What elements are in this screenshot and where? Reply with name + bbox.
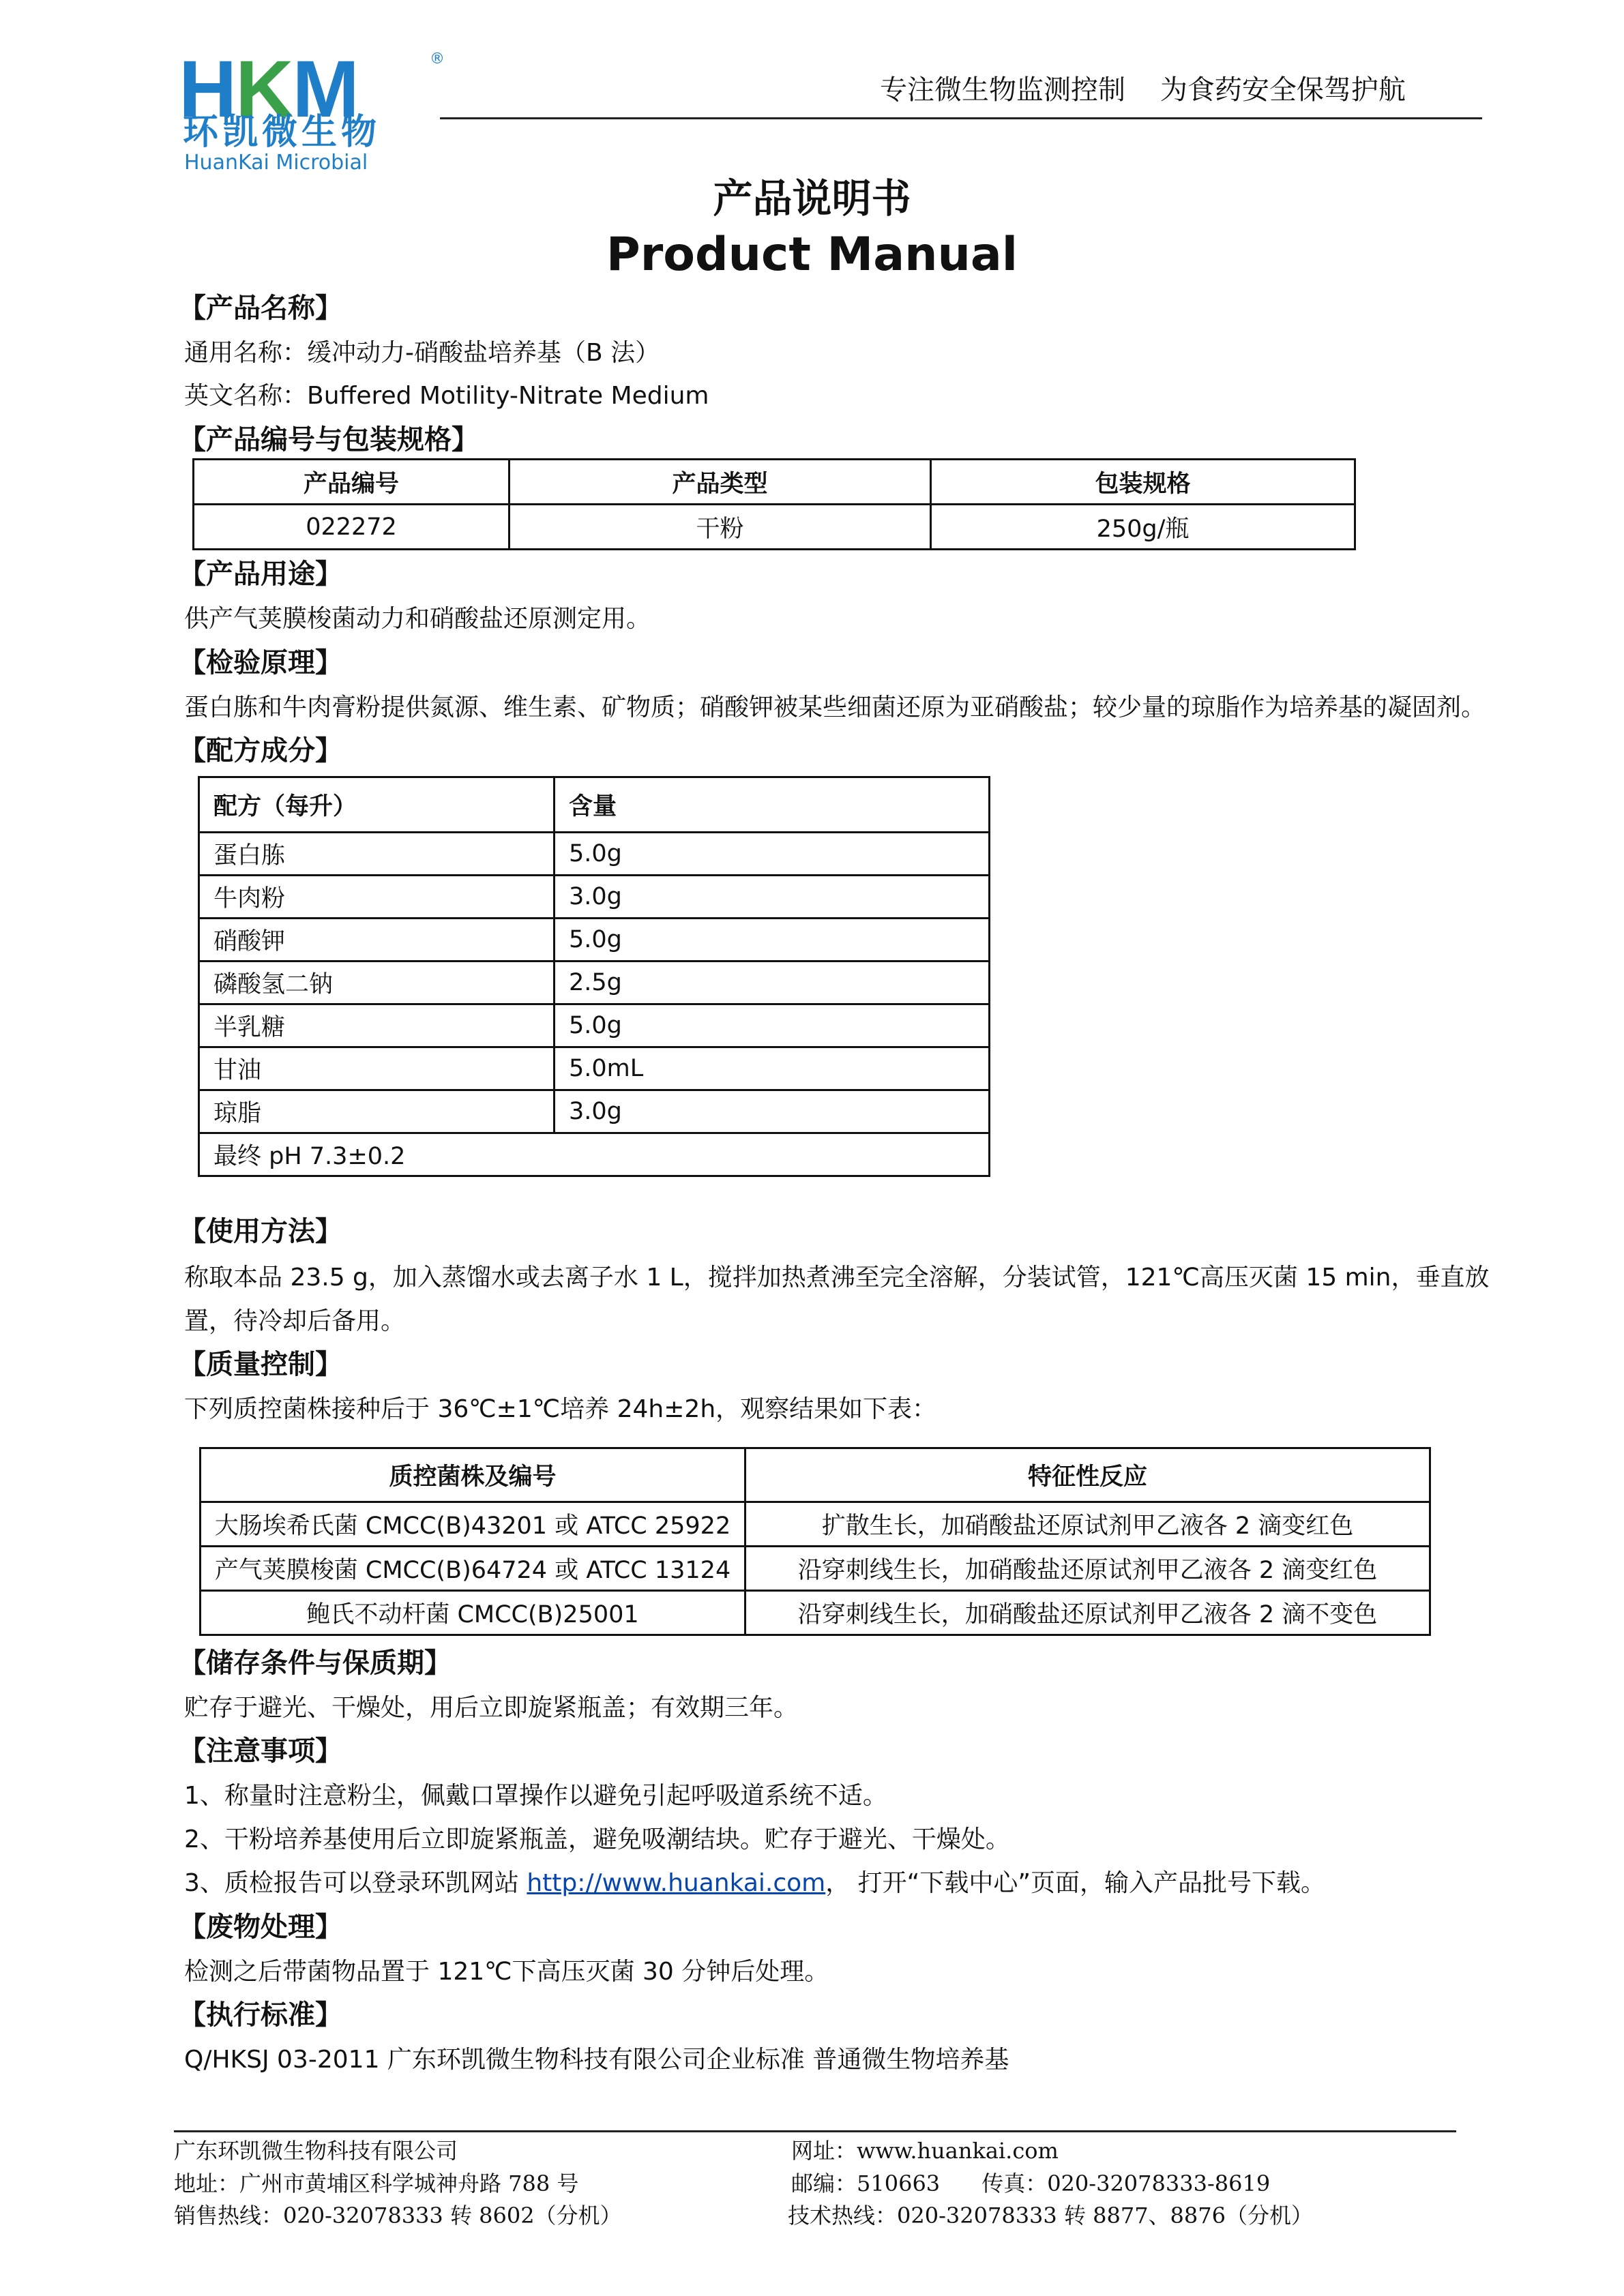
header-slogan: 专注微生物监测控制 为食药安全保驾护航 — [880, 74, 1406, 106]
qc-intro: 下列质控菌株接种后于 36℃±1℃培养 24h±2h，观察结果如下表： — [184, 1395, 937, 1423]
note-item-3-suffix: ， 打开“下载中心”页面，输入产品批号下载。 — [825, 1869, 1325, 1897]
table-row — [201, 1547, 1430, 1591]
generic-name: 通用名称：缓冲动力-硝酸盐培养基（B 法） — [184, 339, 660, 367]
footer-postal-fax: 邮编：510663 传真：020-32078333-8619 — [791, 2171, 1271, 2196]
amount: 3.0g — [555, 1090, 990, 1133]
logo-chinese-name: 环凯微生物 — [183, 112, 381, 153]
table-row — [201, 1591, 1430, 1635]
section-heading-product-name: 【产品名称】 — [179, 293, 342, 324]
column-header: 含量 — [555, 777, 990, 833]
waste-text: 检测之后带菌物品置于 121℃下高压灭菌 30 分钟后处理。 — [184, 1958, 829, 1986]
qc-reaction: 沿穿刺线生长，加硝酸盐还原试剂甲乙液各 2 滴变红色 — [745, 1547, 1430, 1591]
section-heading-formula: 【配方成分】 — [179, 735, 342, 766]
amount: 5.0g — [555, 833, 990, 876]
formula-table — [198, 776, 990, 1177]
table-row — [194, 505, 1355, 550]
section-heading-principle: 【检验原理】 — [179, 647, 342, 679]
section-heading-method: 【使用方法】 — [179, 1216, 342, 1247]
footer-divider — [174, 2130, 1456, 2132]
table-row — [201, 1502, 1430, 1547]
header-divider — [440, 117, 1482, 119]
amount: 3.0g — [555, 876, 990, 919]
table-row — [199, 961, 990, 1004]
qc-table — [199, 1447, 1431, 1636]
section-heading-use: 【产品用途】 — [179, 558, 342, 590]
section-heading-waste: 【废物处理】 — [179, 1911, 342, 1943]
title-english: Product Manual — [606, 228, 1018, 282]
ingredient: 硝酸钾 — [199, 919, 555, 961]
table-row — [199, 1004, 990, 1047]
footer-tech-hotline: 技术热线：020-32078333 转 8877、8876（分机） — [788, 2203, 1313, 2228]
final-ph: 最终 pH 7.3±0.2 — [199, 1133, 990, 1176]
qc-reaction: 沿穿刺线生长，加硝酸盐还原试剂甲乙液各 2 滴不变色 — [745, 1591, 1430, 1635]
note-item-2: 2、干粉培养基使用后立即旋紧瓶盖，避免吸潮结块。贮存于避光、干燥处。 — [184, 1825, 1010, 1853]
website-link[interactable]: http://www.huankai.com — [527, 1869, 826, 1897]
column-header: 包装规格 — [931, 460, 1355, 505]
method-text-line1: 称取本品 23.5 g，加入蒸馏水或去离子水 1 L，搅拌加热煮沸至完全溶解，分装试管，121℃高压灭菌 15 min，垂直放 — [184, 1264, 1490, 1292]
ingredient: 甘油 — [199, 1047, 555, 1090]
qc-strain: 大肠埃希氏菌 CMCC(B)43201 或 ATCC 25922 — [201, 1502, 745, 1547]
footer-address: 地址：广州市黄埔区科学城神舟路 788 号 — [174, 2171, 579, 2196]
registered-mark: ® — [430, 50, 445, 68]
amount: 5.0g — [555, 1004, 990, 1047]
section-heading-packaging: 【产品编号与包装规格】 — [179, 424, 479, 456]
amount: 2.5g — [555, 961, 990, 1004]
amount: 5.0g — [555, 919, 990, 961]
footer-sales-hotline: 销售热线：020-32078333 转 8602（分机） — [174, 2203, 622, 2228]
ingredient: 半乳糖 — [199, 1004, 555, 1047]
ingredient: 磷酸氢二钠 — [199, 961, 555, 1004]
amount: 5.0mL — [555, 1047, 990, 1090]
table-header-row — [201, 1448, 1430, 1502]
section-heading-qc: 【质量控制】 — [179, 1349, 342, 1380]
table-row — [199, 1090, 990, 1133]
column-header: 质控菌株及编号 — [201, 1448, 745, 1502]
section-heading-storage: 【储存条件与保质期】 — [179, 1648, 452, 1679]
principle-text: 蛋白胨和牛肉膏粉提供氮源、维生素、矿物质；硝酸钾被某些细菌还原为亚硝酸盐；较少量的琼脂作为培养基的凝固剂。 — [184, 694, 1486, 721]
table-row — [199, 1047, 990, 1090]
footer-company: 广东环凯微生物科技有限公司 — [174, 2138, 458, 2164]
product-type: 干粉 — [510, 505, 931, 550]
table-header-row — [199, 777, 990, 833]
note-item-1: 1、称量时注意粉尘，佩戴口罩操作以避免引起呼吸道系统不适。 — [184, 1782, 887, 1810]
ingredient: 牛肉粉 — [199, 876, 555, 919]
packaging-table — [192, 458, 1356, 550]
use-text: 供产气荚膜梭菌动力和硝酸盐还原测定用。 — [184, 605, 651, 633]
footer-website: 网址：www.huankai.com — [791, 2138, 1059, 2164]
section-heading-standard: 【执行标准】 — [179, 1999, 342, 2031]
ingredient: 琼脂 — [199, 1090, 555, 1133]
column-header: 特征性反应 — [745, 1448, 1430, 1502]
table-header-row — [194, 460, 1355, 505]
ingredient: 蛋白胨 — [199, 833, 555, 876]
qc-strain: 产气荚膜梭菌 CMCC(B)64724 或 ATCC 13124 — [201, 1547, 745, 1591]
qc-reaction: 扩散生长，加硝酸盐还原试剂甲乙液各 2 滴变红色 — [745, 1502, 1430, 1547]
company-logo — [179, 44, 452, 175]
column-header: 配方（每升） — [199, 777, 555, 833]
storage-text: 贮存于避光、干燥处，用后立即旋紧瓶盖；有效期三年。 — [184, 1694, 799, 1722]
logo-english-name: HuanKai Microbial — [184, 151, 368, 175]
table-row — [199, 833, 990, 876]
column-header: 产品编号 — [194, 460, 510, 505]
table-row — [199, 876, 990, 919]
table-row — [199, 1133, 990, 1176]
note-item-3 — [184, 1871, 1325, 1896]
title-chinese: 产品说明书 — [713, 175, 911, 222]
english-name: 英文名称：Buffered Motility-Nitrate Medium — [184, 382, 709, 410]
qc-strain: 鲍氏不动杆菌 CMCC(B)25001 — [201, 1591, 745, 1635]
package-spec: 250g/瓶 — [931, 505, 1355, 550]
standard-text: Q/HKSJ 03-2011 广东环凯微生物科技有限公司企业标准 普通微生物培养基 — [184, 2046, 1009, 2074]
logo-mark: HKM — [179, 44, 358, 134]
method-text-line2: 置，待冷却后备用。 — [184, 1307, 406, 1335]
table-row — [199, 919, 990, 961]
product-code: 022272 — [194, 505, 510, 550]
column-header: 产品类型 — [510, 460, 931, 505]
section-heading-notes: 【注意事项】 — [179, 1735, 342, 1767]
note-item-3-prefix: 3、质检报告可以登录环凯网站 — [184, 1869, 527, 1897]
